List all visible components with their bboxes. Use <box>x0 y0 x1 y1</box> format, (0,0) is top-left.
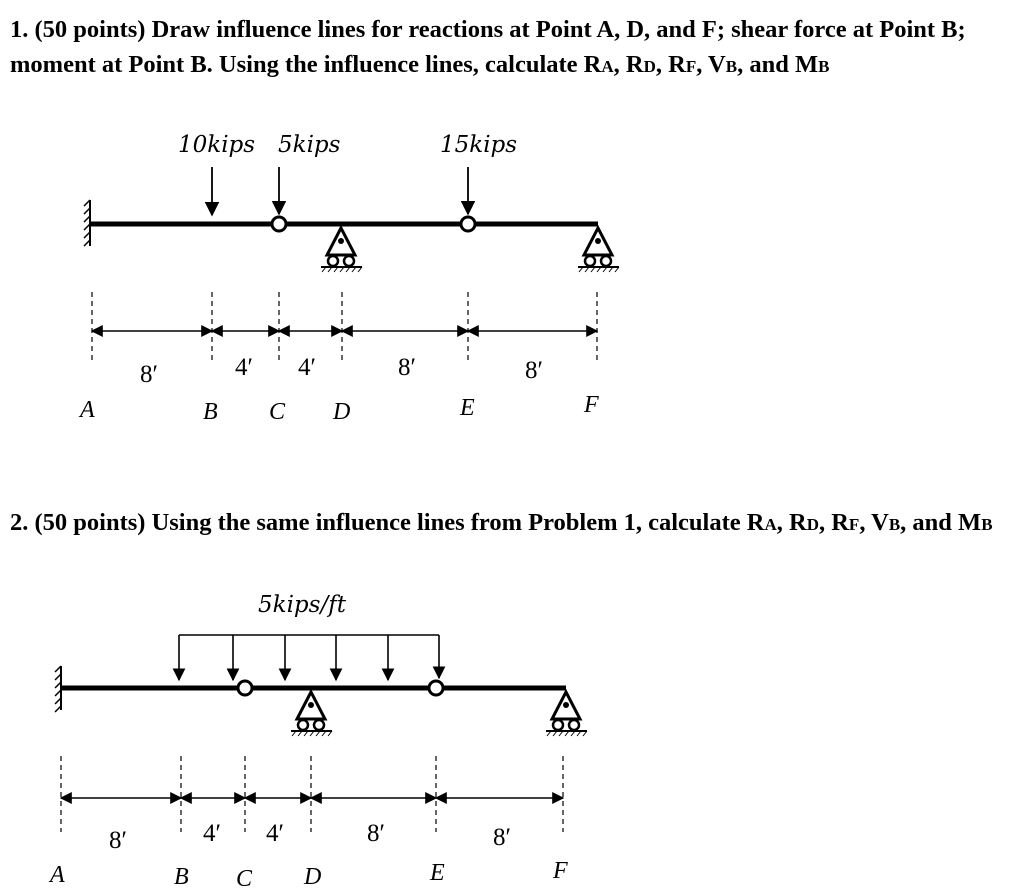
point-label-a: A <box>80 397 95 423</box>
load-label-5kips: 5kips <box>278 132 341 158</box>
point-label-f2: F <box>553 858 568 884</box>
dim-cd-2: 4′ <box>266 820 284 847</box>
dim-ef-2: 8′ <box>493 824 511 851</box>
hinge-c2-icon <box>238 681 252 695</box>
distributed-load-arrows <box>179 635 439 680</box>
point-label-b: B <box>203 399 218 425</box>
hinge-e-icon <box>461 217 475 231</box>
fixed-support-a2-icon <box>55 666 61 712</box>
point-label-e2: E <box>430 860 445 886</box>
load-label-15kips: 15kips <box>440 132 518 158</box>
point-label-f: F <box>584 392 599 418</box>
dim-ef: 8′ <box>525 357 543 384</box>
load-label-distributed: 5kips/ft <box>258 592 346 618</box>
point-label-e: E <box>460 395 475 421</box>
diagram-2 <box>48 592 587 890</box>
dim-de-2: 8′ <box>367 820 385 847</box>
roller-support-f-icon <box>578 228 619 272</box>
dim-bc-2: 4′ <box>203 820 221 847</box>
dim-ab: 8′ <box>140 361 158 388</box>
diagram-1 <box>78 132 619 425</box>
dim-ab-2: 8′ <box>109 827 127 854</box>
dim-de: 8′ <box>398 354 416 381</box>
point-label-a2: A <box>50 862 65 888</box>
hinge-c-icon <box>272 217 286 231</box>
problem-2-statement: 2. (50 points) Using the same influence lines from Problem 1, calculate RA, RD, RF, VB, and MB <box>10 509 993 536</box>
roller-support-d-icon <box>321 228 362 272</box>
point-label-c: C <box>269 399 286 425</box>
hinge-e2-icon <box>429 681 443 695</box>
point-label-d2: D <box>304 864 322 890</box>
roller-support-f2-icon <box>546 692 587 736</box>
dim-cd: 4′ <box>298 354 316 381</box>
point-label-b2: B <box>174 864 189 890</box>
fixed-support-a-icon <box>84 200 90 246</box>
dim-bc: 4′ <box>235 354 253 381</box>
point-label-d: D <box>333 399 351 425</box>
extension-lines-2 <box>61 756 563 832</box>
load-label-10kips: 10kips <box>178 132 256 158</box>
roller-support-d2-icon <box>291 692 332 736</box>
point-label-c2: C <box>236 866 253 890</box>
extension-lines-1 <box>92 292 597 364</box>
problem-1-statement: 1. (50 points) Draw influence lines for reactions at Point A, D, and F; shear force at Point B; moment at Point B. Using the influence lines, calculate RA, RD, RF, VB, and MB <box>10 16 966 78</box>
